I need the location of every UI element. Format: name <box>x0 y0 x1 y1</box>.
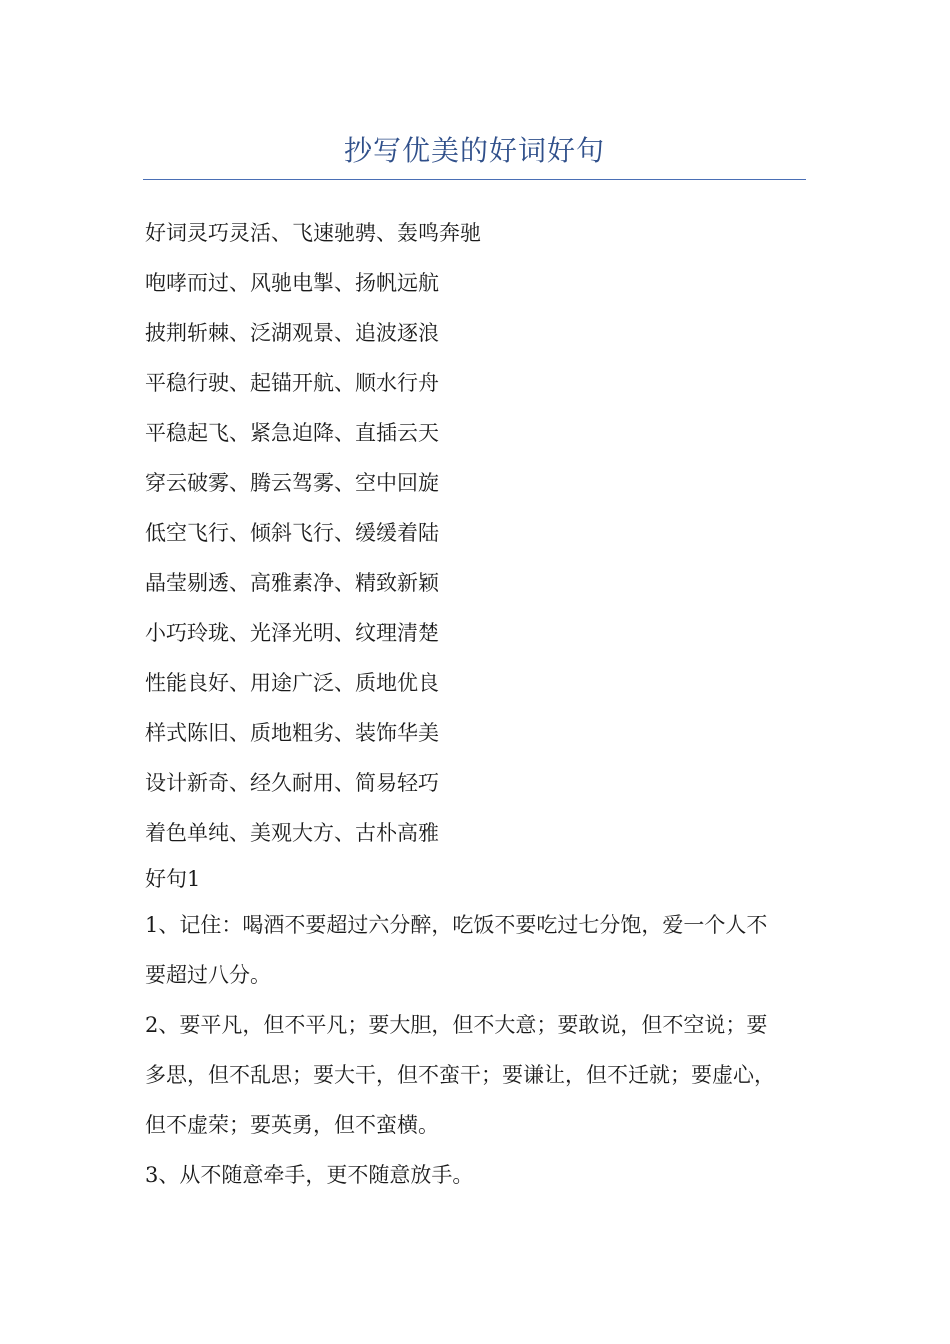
text-line: 低空飞行、倾斜飞行、缓缓着陆 <box>145 521 439 545</box>
text-line: 2、要平凡，但不平凡；要大胆，但不大意；要敢说，但不空说；要 <box>145 1013 768 1037</box>
text-line: 平稳行驶、起锚开航、顺水行舟 <box>145 371 439 395</box>
text-line: 性能良好、用途广泛、质地优良 <box>145 671 439 695</box>
document-title: 抄写优美的好词好句 <box>343 134 605 167</box>
text-line: 着色单纯、美观大方、古朴高雅 <box>145 821 439 845</box>
text-line: 平稳起飞、紧急迫降、直插云天 <box>145 421 439 445</box>
text-line: 设计新奇、经久耐用、简易轻巧 <box>145 771 439 795</box>
document-body <box>145 210 825 1202</box>
text-line: 3、从不随意牵手，更不随意放手。 <box>145 1163 474 1187</box>
text-line: 小巧玲珑、光泽光明、纹理清楚 <box>145 621 439 645</box>
section-heading: 好句1 <box>145 867 201 891</box>
text-line: 穿云破雾、腾云驾雾、空中回旋 <box>145 471 439 495</box>
text-line: 披荆斩棘、泛湖观景、追波逐浪 <box>145 321 439 345</box>
title-divider <box>143 179 806 180</box>
text-line: 1、记住：喝酒不要超过六分醉，吃饭不要吃过七分饱，爱一个人不 <box>145 913 768 937</box>
text-line: 但不虚荣；要英勇，但不蛮横。 <box>145 1113 439 1137</box>
text-line: 多思，但不乱思；要大干，但不蛮干；要谦让，但不迁就；要虚心， <box>145 1063 775 1087</box>
text-line: 咆哮而过、风驰电掣、扬帆远航 <box>145 271 439 295</box>
text-line: 要超过八分。 <box>145 963 271 987</box>
text-line: 好词灵巧灵活、飞速驰骋、轰鸣奔驰 <box>145 221 481 245</box>
text-line: 晶莹剔透、高雅素净、精致新颖 <box>145 571 439 595</box>
text-line: 样式陈旧、质地粗劣、装饰华美 <box>145 721 439 745</box>
